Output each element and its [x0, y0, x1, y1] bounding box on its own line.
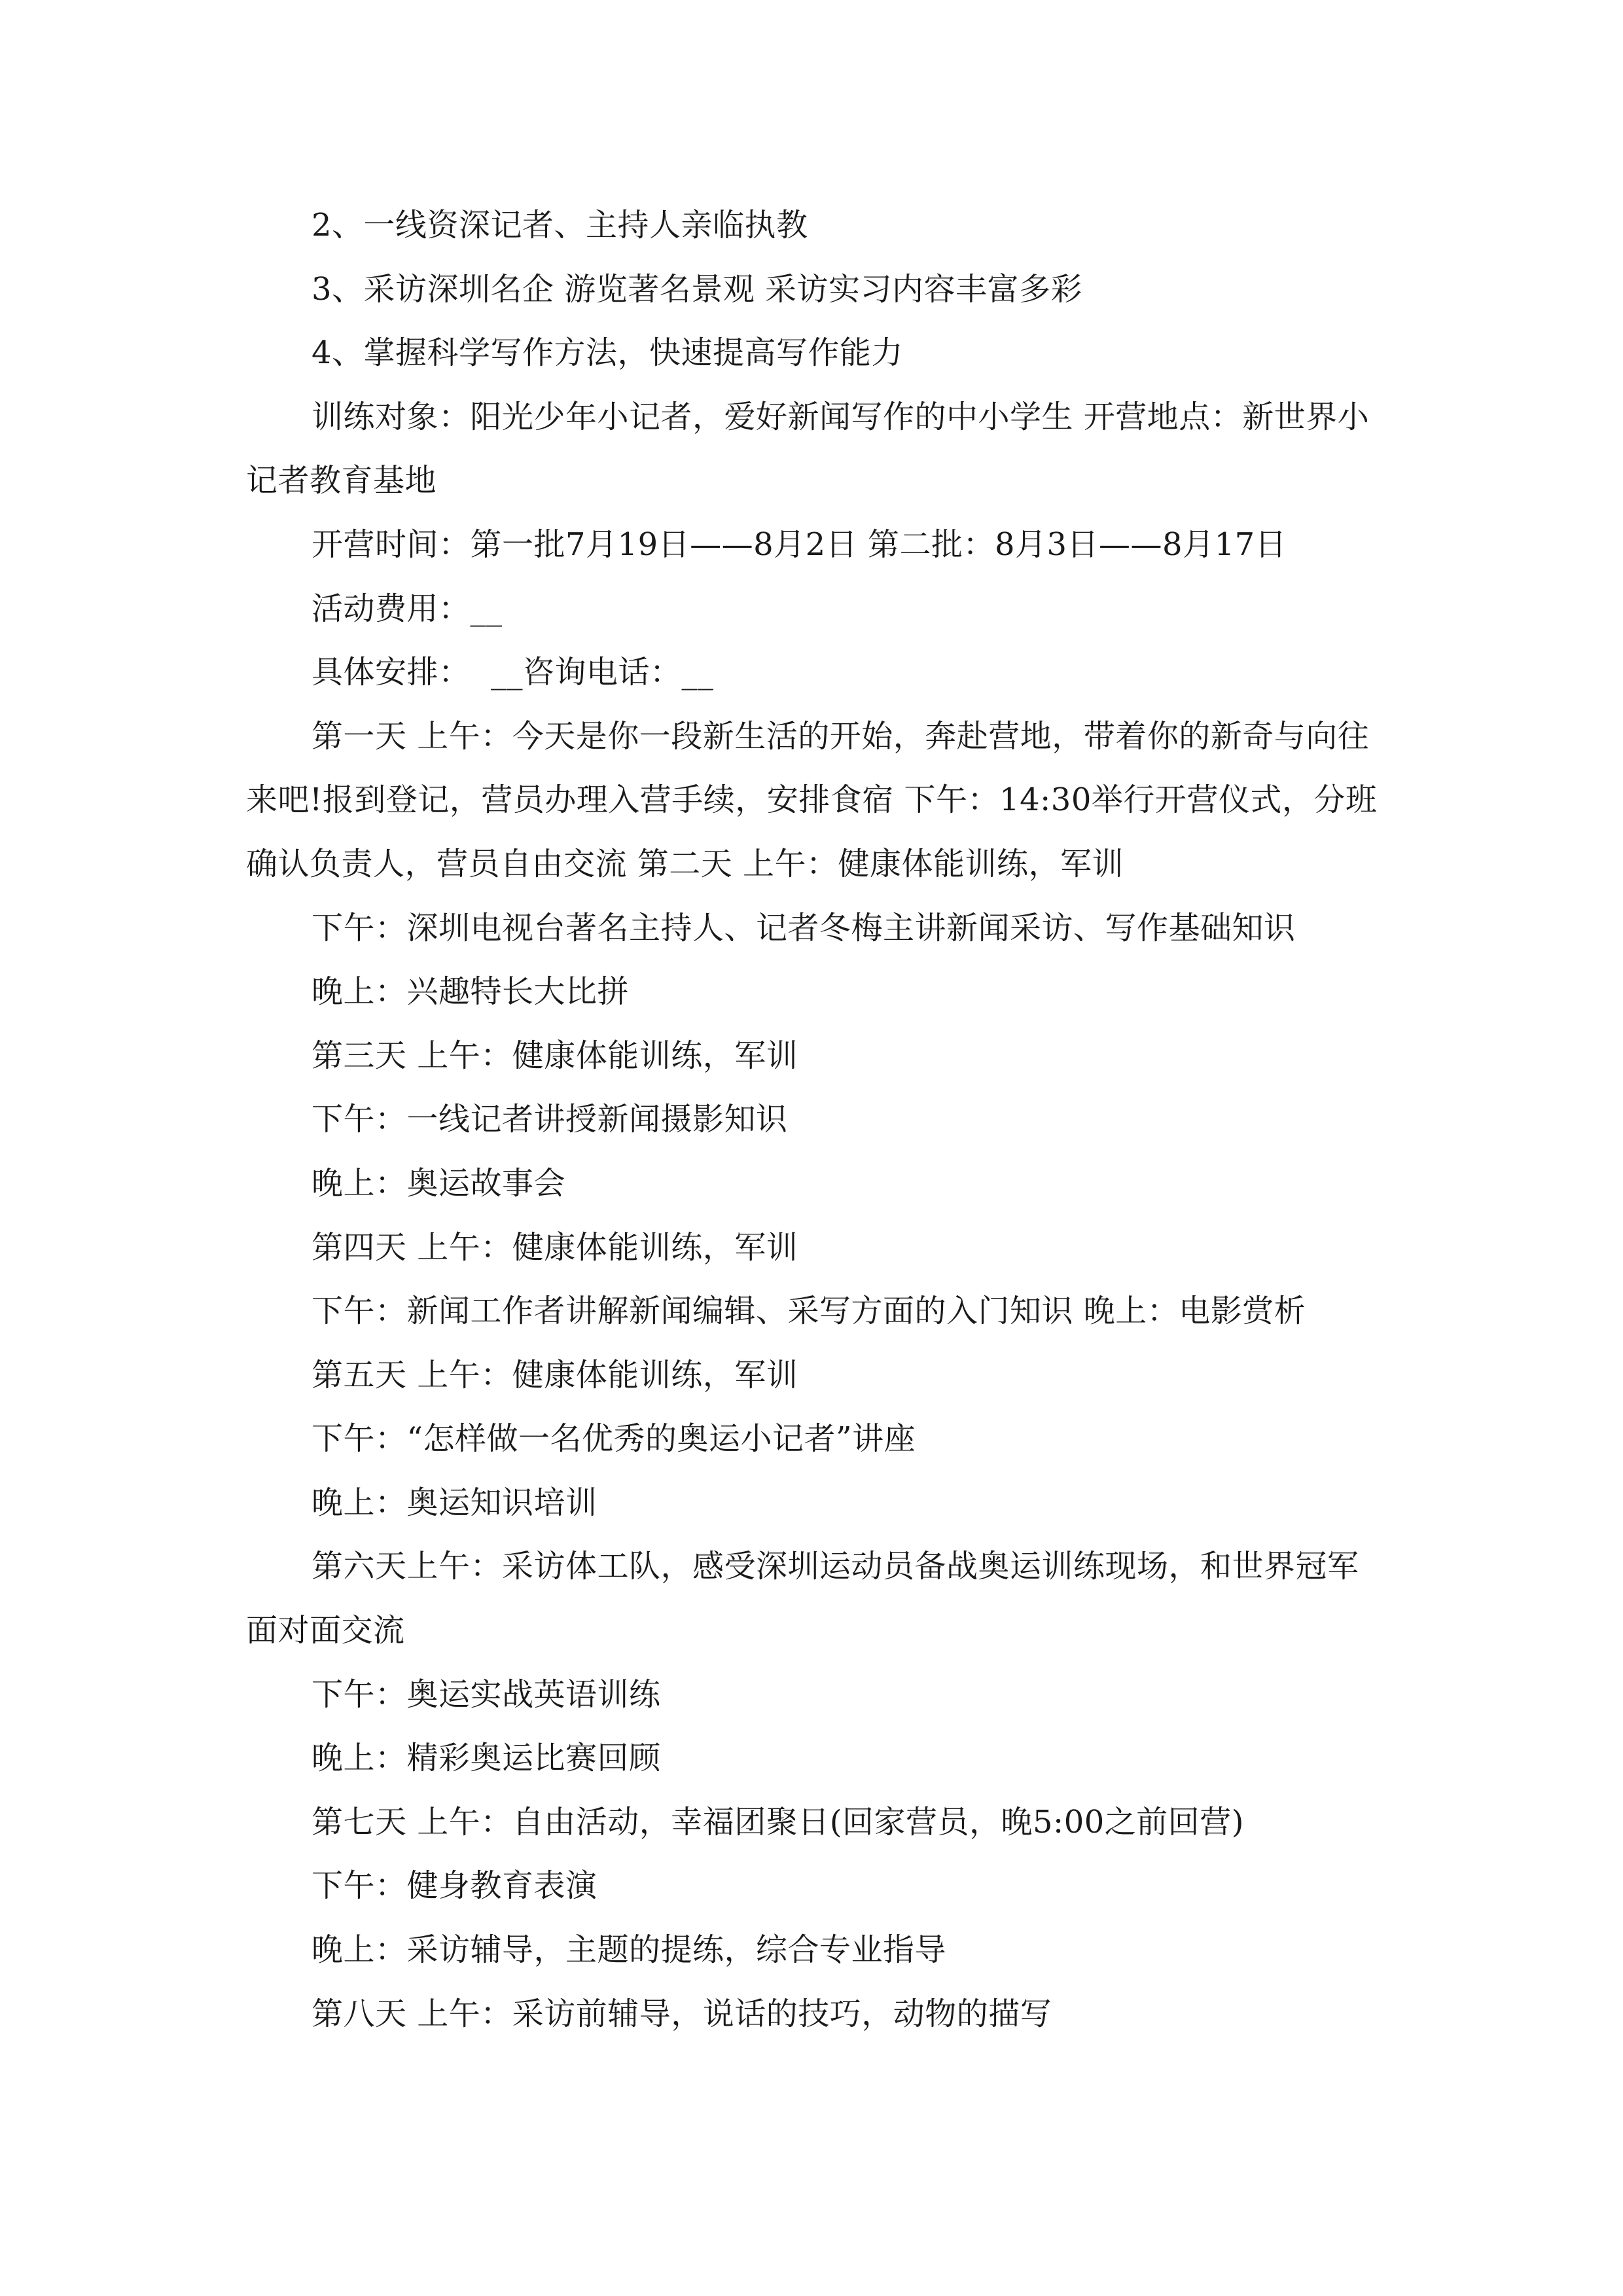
paragraph: 下午：新闻工作者讲解新闻编辑、采写方面的入门知识 晚上：电影赏析	[312, 1293, 1306, 1330]
paragraph: 第七天 上午：自由活动，幸福团聚日(回家营员，晚5:00之前回营)	[312, 1803, 1245, 1840]
paragraph: 晚上：兴趣特长大比拼	[312, 973, 630, 1011]
paragraph: 2、一线资深记者、主持人亲临执教	[312, 207, 808, 243]
paragraph: 第五天 上午：健康体能训练，军训	[312, 1356, 798, 1393]
paragraph: 晚上：奥运知识培训	[312, 1484, 597, 1521]
paragraph: 下午：“怎样做一名优秀的奥运小记者”讲座	[312, 1420, 916, 1458]
paragraph: 晚上：精彩奥运比赛回顾	[312, 1740, 661, 1777]
paragraph: 第一天 上午：今天是你一段新生活的开始，奔赴营地，带着你的新奇与向往来吧!报到登记，营员办理入营手续，安排食宿 下午：14:30举行开营仪式，分班确认负责人，营员自由交流 第二天 上午：健康体能训练，军训	[246, 717, 1378, 882]
paragraph: 第八天 上午：采访前辅导，说话的技巧，动物的描写	[312, 1995, 1052, 2032]
paragraph: 晚上：采访辅导，主题的提练，综合专业指导	[312, 1931, 947, 1969]
paragraph: 下午：深圳电视台著名主持人、记者冬梅主讲新闻采访、写作基础知识	[312, 909, 1296, 946]
paragraph: 训练对象：阳光少年小记者，爱好新闻写作的中小学生 开营地点：新世界小记者教育基地	[246, 398, 1370, 499]
paragraph: 第四天 上午：健康体能训练，军训	[312, 1229, 798, 1266]
paragraph: 4、掌握科学写作方法，快速提高写作能力	[312, 334, 904, 372]
paragraph: 开营时间：第一批7月19日——8月2日 第二批：8月3日——8月17日	[312, 526, 1287, 563]
document-body	[246, 194, 1378, 2046]
paragraph: 3、采访深圳名企 游览著名景观 采访实习内容丰富多彩	[312, 270, 1083, 308]
paragraph: 下午：健身教育表演	[312, 1867, 597, 1905]
paragraph: 下午：奥运实战英语训练	[312, 1676, 661, 1713]
paragraph: 第六天上午：采访体工队，感受深圳运动员备战奥运训练现场，和世界冠军面对面交流	[246, 1548, 1359, 1649]
paragraph: 第三天 上午：健康体能训练，军训	[312, 1037, 798, 1074]
paragraph: 下午：一线记者讲授新闻摄影知识	[312, 1101, 788, 1138]
paragraph: 活动费用：__	[312, 590, 503, 627]
paragraph: 具体安排： __咨询电话：__	[312, 654, 714, 691]
paragraph: 晚上：奥运故事会	[312, 1164, 566, 1202]
